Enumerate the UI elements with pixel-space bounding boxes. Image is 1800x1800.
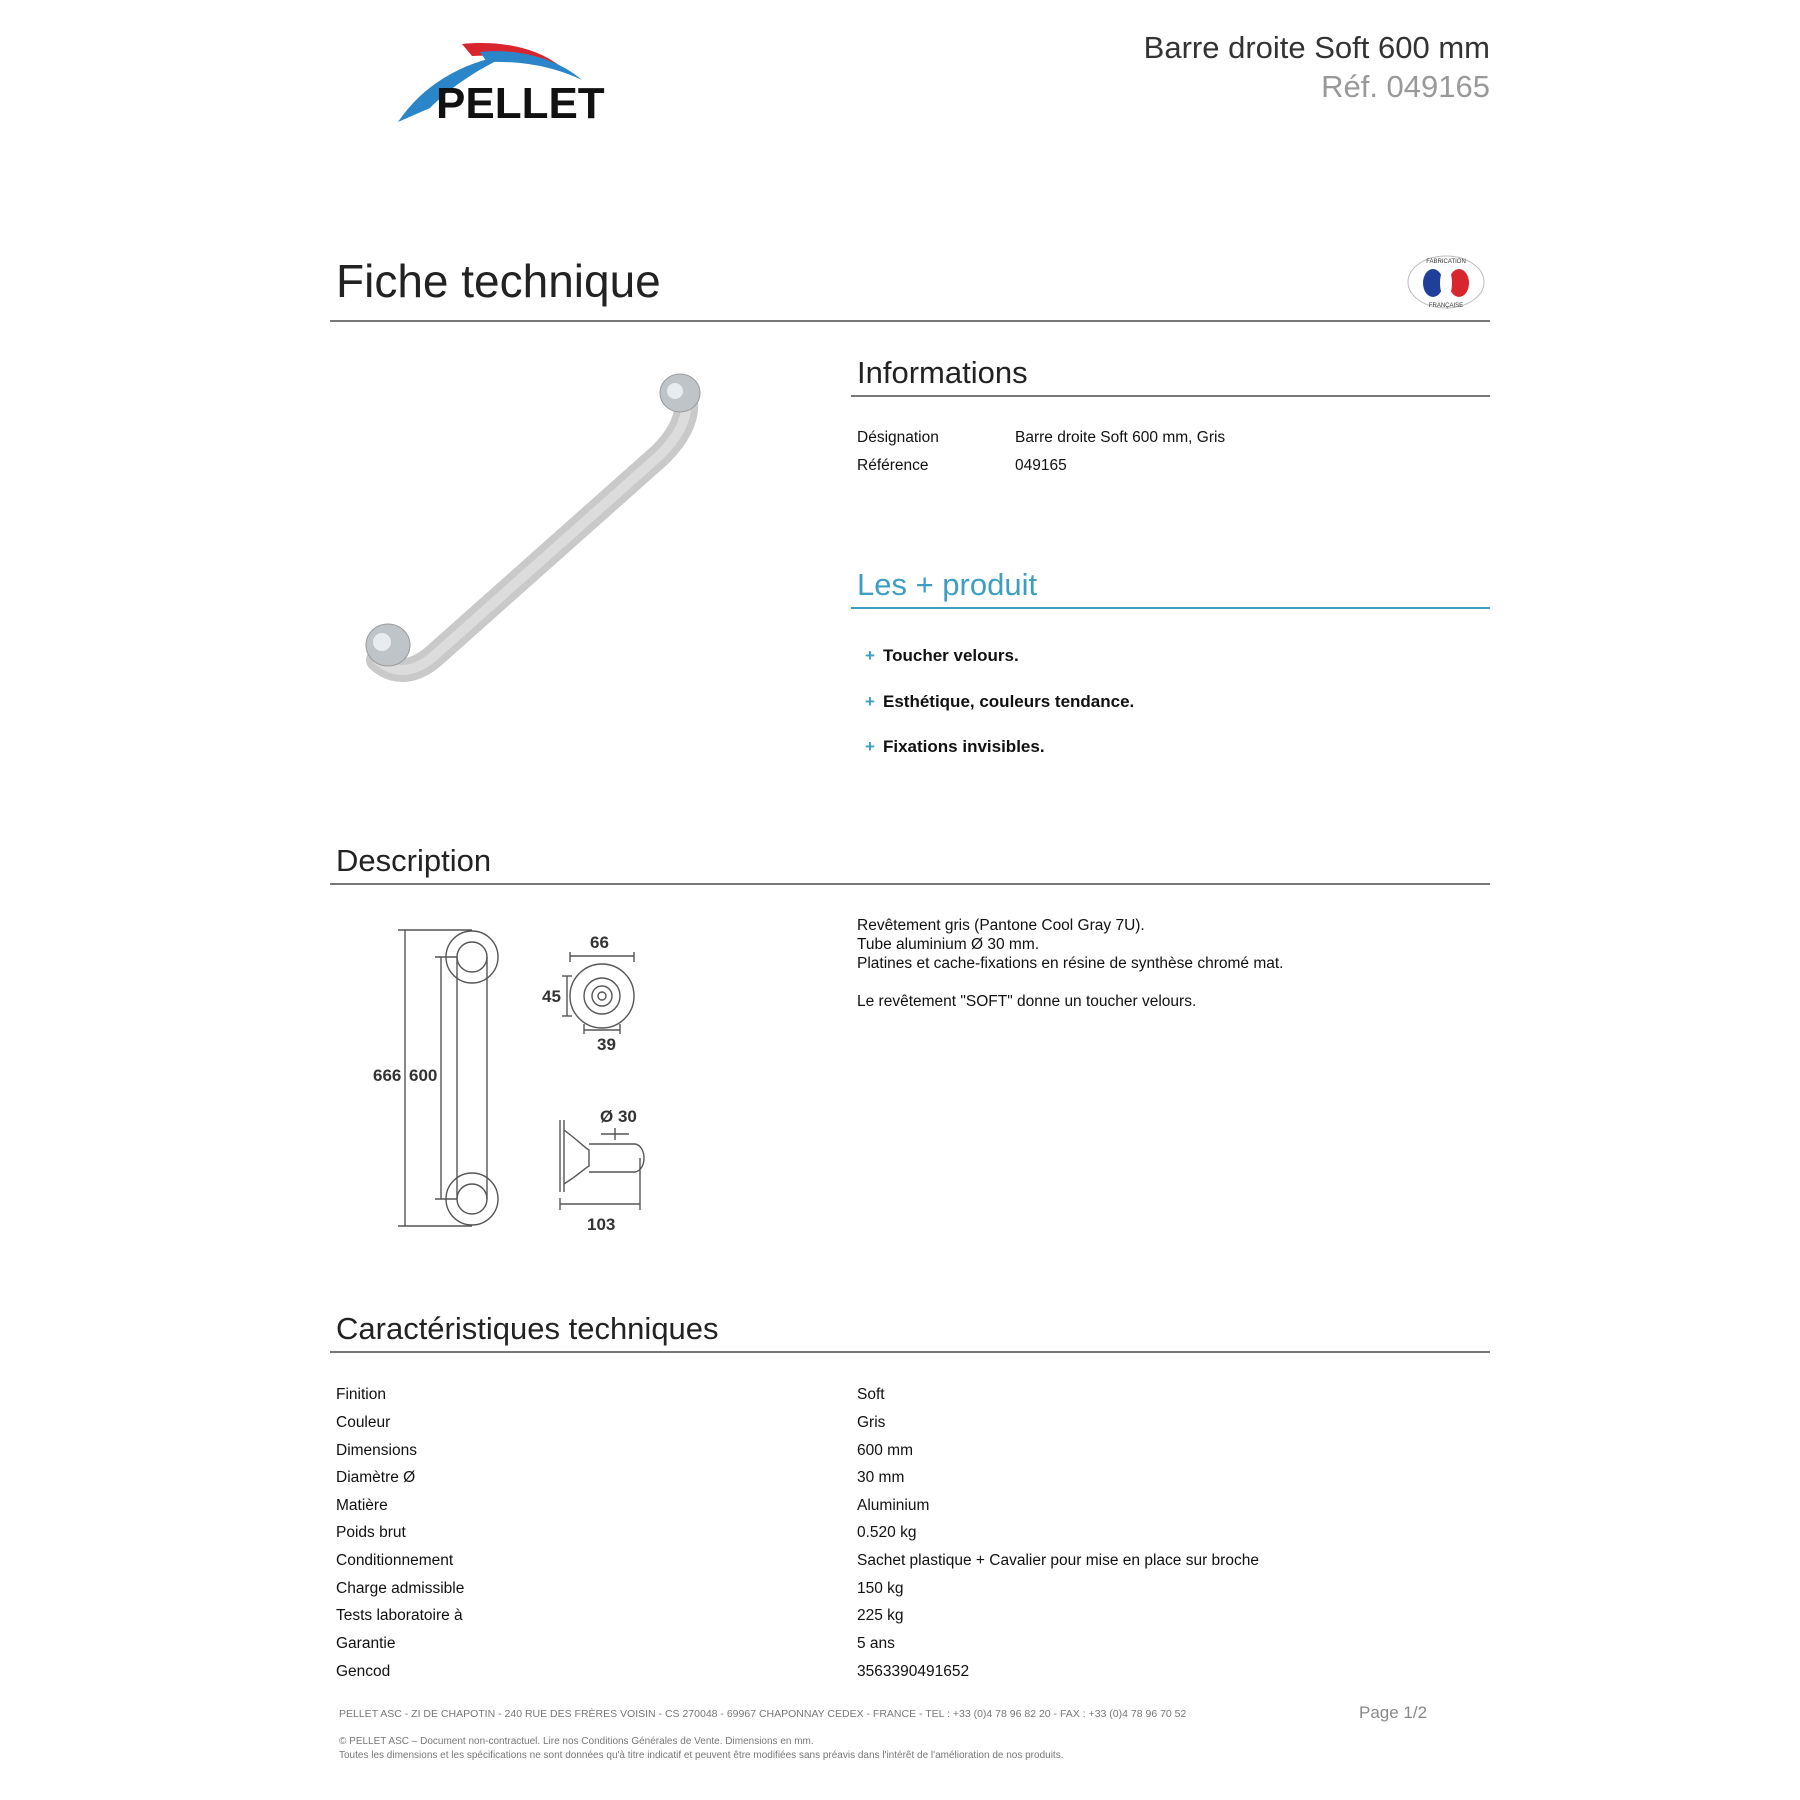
- spec-value: 600 mm: [857, 1442, 913, 1459]
- spec-value: Gris: [857, 1414, 886, 1431]
- info-value: Barre droite Soft 600 mm, Gris: [1015, 429, 1226, 446]
- spec-label: Charge admissible: [336, 1580, 465, 1597]
- spec-value: Sachet plastique + Cavalier pour mise en place sur broche: [857, 1552, 1259, 1569]
- technical-drawing: [365, 912, 665, 1242]
- description-title: Description: [336, 843, 492, 878]
- spec-label: Poids brut: [336, 1524, 406, 1541]
- plus-icon: +: [865, 737, 875, 756]
- feature-item: [857, 646, 1019, 666]
- header-reference: Réf. 049165: [1321, 69, 1490, 104]
- dim-hole-spacing: 39: [597, 1035, 616, 1054]
- spec-value: 150 kg: [857, 1580, 904, 1597]
- description-line: Tube aluminium Ø 30 mm.: [857, 936, 1040, 953]
- dim-plate-width: 66: [590, 933, 609, 952]
- spec-label: Tests laboratoire à: [336, 1607, 463, 1624]
- dim-plate-height: 45: [542, 987, 561, 1006]
- spec-value: 0.520 kg: [857, 1524, 917, 1541]
- plus-icon: +: [865, 692, 875, 711]
- spec-label: Gencod: [336, 1663, 391, 1680]
- feature-item: [857, 737, 1045, 757]
- spec-label: Couleur: [336, 1414, 391, 1431]
- spec-label: Garantie: [336, 1635, 396, 1652]
- caracteristiques-divider: [330, 1351, 1490, 1353]
- description-line: Revêtement gris (Pantone Cool Gray 7U).: [857, 917, 1145, 934]
- spec-value: 30 mm: [857, 1469, 905, 1486]
- info-value: 049165: [1015, 457, 1067, 474]
- badge-top-text: FABRICATION: [1426, 259, 1466, 265]
- spec-value: Aluminium: [857, 1497, 930, 1514]
- logo-wordmark: PELLET: [436, 79, 605, 128]
- feature-text: Fixations invisibles.: [883, 737, 1045, 756]
- feature-text: Toucher velours.: [883, 646, 1019, 665]
- spec-value: 3563390491652: [857, 1663, 970, 1680]
- footer-legal: © PELLET ASC – Document non-contractuel. Lire nos Conditions Générales de Vente. Dimensions en mm.: [339, 1736, 814, 1747]
- pellet-logo: [392, 36, 642, 136]
- description-line: Le revêtement "SOFT" donne un toucher velours.: [857, 993, 1197, 1010]
- dim-diameter: Ø 30: [600, 1107, 637, 1126]
- dim-depth: 103: [587, 1215, 616, 1234]
- description-line: Platines et cache-fixations en résine de synthèse chromé mat.: [857, 955, 1284, 972]
- footer-legal: Toutes les dimensions et les spécifications ne sont données qu'à titre indicatif et peuvent être modifiées sans préavis dans l'intérêt de l'amélioration de nos produits.: [339, 1750, 1064, 1761]
- header-product-title: Barre droite Soft 600 mm: [1143, 30, 1490, 65]
- caracteristiques-title: Caractéristiques techniques: [336, 1311, 719, 1346]
- spec-value: Soft: [857, 1386, 885, 1403]
- spec-label: Diamètre Ø: [336, 1469, 416, 1486]
- spec-label: Matière: [336, 1497, 388, 1514]
- feature-text: Esthétique, couleurs tendance.: [883, 692, 1135, 711]
- title-divider: [330, 320, 1490, 322]
- info-label: Référence: [857, 457, 929, 474]
- feature-item: [857, 692, 1134, 712]
- info-label: Désignation: [857, 429, 939, 446]
- product-photo: [360, 355, 710, 700]
- plus-produit-divider: [851, 607, 1490, 609]
- footer-address: PELLET ASC - ZI DE CHAPOTIN - 240 RUE DES FRÈRES VOISIN - CS 270048 - 69967 CHAPONNAY CEDEX - FRANCE - TEL : +33 (0)4 78 96 82 20 - FAX : +33 (0)4 78 96 70 52: [339, 1708, 1187, 1720]
- informations-divider: [851, 395, 1490, 397]
- description-divider: [330, 883, 1490, 885]
- page-number: Page 1/2: [1359, 1703, 1428, 1722]
- informations-title: Informations: [857, 355, 1028, 390]
- spec-label: Dimensions: [336, 1442, 417, 1459]
- dim-total-length: 666: [373, 1066, 402, 1085]
- dim-length: 600: [409, 1066, 438, 1085]
- spec-label: Conditionnement: [336, 1552, 454, 1569]
- plus-produit-title: Les + produit: [857, 567, 1038, 602]
- plus-icon: +: [865, 646, 875, 665]
- spec-value: 5 ans: [857, 1635, 895, 1652]
- fabrication-francaise-badge: [1406, 254, 1486, 310]
- spec-label: Finition: [336, 1386, 386, 1403]
- badge-bottom-text: FRANÇAISE: [1428, 303, 1464, 309]
- page-title: Fiche technique: [336, 255, 661, 307]
- spec-value: 225 kg: [857, 1607, 904, 1624]
